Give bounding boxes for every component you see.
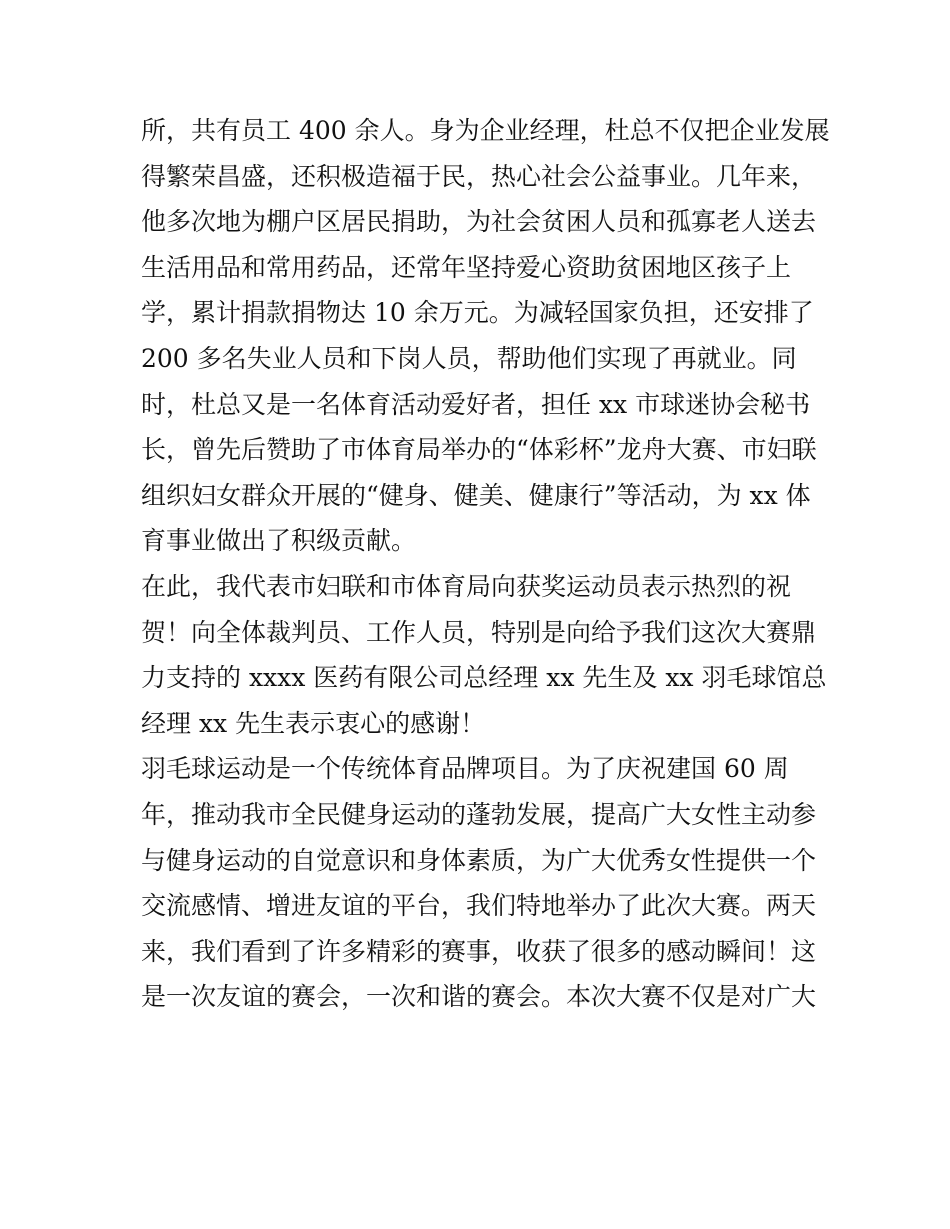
text-line: 学，累计捐款捐物达 10 余万元。为减轻国家负担，还安排了 xyxy=(141,298,814,328)
text-line: 育事业做出了积级贡献。 xyxy=(141,526,417,556)
body-text xyxy=(141,108,830,1020)
text-line: 长，曾先后赞助了市体育局举办的“体彩杯”龙舟大赛、市妇联 xyxy=(141,435,817,465)
text-line: 羽毛球运动是一个传统体育品牌项目。为了庆祝建国 60 周 xyxy=(141,754,789,784)
text-line: 交流感情、增进友谊的平台，我们特地举办了此次大赛。两天 xyxy=(141,891,817,921)
text-line: 是一次友谊的赛会，一次和谐的赛会。本次大赛不仅是对广大 xyxy=(141,982,817,1012)
text-line: 与健身运动的自觉意识和身体素质，为广大优秀女性提供一个 xyxy=(141,845,817,875)
text-line: 年，推动我市全民健身运动的蓬勃发展，提高广大女性主动参 xyxy=(141,799,817,829)
text-line: 在此，我代表市妇联和市体育局向获奖运动员表示热烈的祝 xyxy=(141,571,792,601)
text-line: 来，我们看到了许多精彩的赛事，收获了很多的感动瞬间！这 xyxy=(141,936,817,966)
text-line: 力支持的 xxxx 医药有限公司总经理 xx 先生及 xx 羽毛球馆总 xyxy=(141,663,827,693)
text-line: 200 多名失业人员和下岗人员，帮助他们实现了再就业。同 xyxy=(141,343,797,373)
text-line: 得繁荣昌盛，还积极造福于民，热心社会公益事业。几年来， xyxy=(141,161,817,191)
text-line: 他多次地为棚户区居民捐助，为社会贫困人员和孤寡老人送去 xyxy=(141,207,817,237)
text-line: 所，共有员工 400 余人。身为企业经理，杜总不仅把企业发展 xyxy=(141,116,830,145)
text-line: 时，杜总又是一名体育活动爱好者，担任 xx 市球迷协会秘书 xyxy=(141,389,811,419)
text-line: 贺！向全体裁判员、工作人员，特别是向给予我们这次大赛鼎 xyxy=(141,617,817,647)
text-line: 组织妇女群众开展的“健身、健美、健康行”等活动，为 xx 体 xyxy=(141,480,811,510)
text-line: 生活用品和常用药品，还常年坚持爱心资助贫困地区孩子上 xyxy=(141,252,792,282)
text-line: 经理 xx 先生表示衷心的感谢！ xyxy=(141,708,486,738)
